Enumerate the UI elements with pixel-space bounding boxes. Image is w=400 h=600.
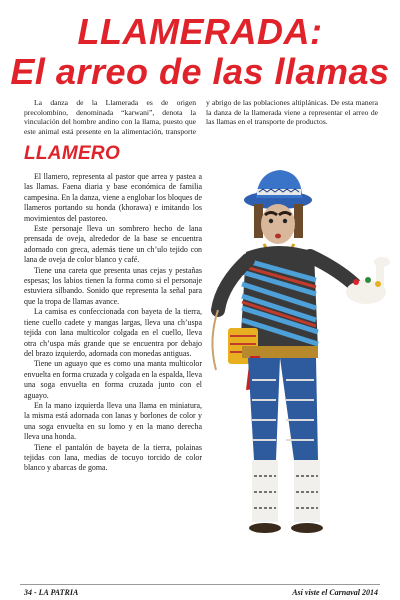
title-line-2: El arreo de las llamas <box>10 51 390 92</box>
mini-llama-tassel-2 <box>365 277 371 283</box>
title-line-1: LLAMERADA: <box>77 11 323 52</box>
paragraph-3: Tiene una careta que presenta unas cejas y pestañas espesas; los labios tienen la forma como si el personaje estuviera silbando. Sonido que representa la señal para que la tropa de llamas avance. <box>24 265 202 306</box>
intro-paragraph <box>24 98 378 136</box>
chulo-right <box>294 204 303 238</box>
mini-llama-tassel-1 <box>353 279 359 285</box>
mini-llama-head <box>374 257 390 267</box>
paragraph-7: Tiene el pantalón de bayeta de la tierra, polainas tejidas con lana, medias de tocuyo torcido de color blanco y abarcas de goma. <box>24 442 202 473</box>
mask-eye-left <box>269 219 273 223</box>
llamero-dancer-illustration <box>206 160 396 570</box>
sandal-left <box>249 523 281 533</box>
mask-eye-right <box>283 219 287 223</box>
honda-sling <box>212 310 218 370</box>
section-heading: LLAMERO <box>24 143 121 164</box>
footer-publication-label: Así viste el Carnaval 2014 <box>292 588 378 597</box>
legging-right <box>294 460 320 522</box>
mini-llama-tassel-3 <box>375 281 381 287</box>
trouser-right <box>280 358 318 460</box>
paragraph-4: La camisa es confeccionada con bayeta de la tierra, tiene cuello cadete y mangas largas, lleva una ch’uspa tejida con lana multicolor colgada en el cuello, lleva otra ch’uspa más grande que se encuentra por debajo del brazo izquierdo, adornada con monedas antiguas. <box>24 307 202 358</box>
footer-divider <box>20 584 380 585</box>
paragraph-6: En la mano izquierda lleva una llama en miniatura, la misma está adornada con lanas y borlones de color y una soga envuelta en su lomo y en la mano derecha lleva una honda. <box>24 400 202 442</box>
footer-page-label: 34 - LA PATRIA <box>24 588 79 597</box>
intro-text: La danza de la Llamerada es de origen precolombino, denominada “karwani”, denota la vinculación del hombre andino con la llama, puesto que este animal está presente en la alimentación, transporte y abrigo de las poblaciones altiplánicas. De esta manera la danza de la llamerada viene a representar el arreo de las llamas en el transporte de productos. <box>24 98 378 136</box>
legging-left <box>252 460 278 522</box>
paragraph-2: Este personaje lleva un sombrero hecho de lana prensada de oveja, alrededor de la base se encuentra adornado con greca, además tiene un ch’ulo tejido con lana de oveja de color blanco y café. <box>24 224 202 265</box>
body-column <box>24 172 202 474</box>
mask-mouth <box>275 234 281 239</box>
dancer-figure-svg <box>206 160 396 570</box>
paragraph-1: El llamero, representa al pastor que arrea y pastea a las llamas. Faena diaria y base económica de familia campesina. En la danza, viene a englobar los bloques de llameros portando su honda (khorawa) e imitando los movimientos del pastoreo. <box>24 172 202 223</box>
sandal-right <box>291 523 323 533</box>
trouser-left <box>248 358 280 460</box>
paragraph-5: Tiene un aguayo que es como una manta multicolor envuelta en forma cruzada y colgada en la espalda, lleva una soga envuelta en forma cruzada junto con el aguayo. <box>24 359 202 400</box>
left-arm <box>310 256 358 288</box>
